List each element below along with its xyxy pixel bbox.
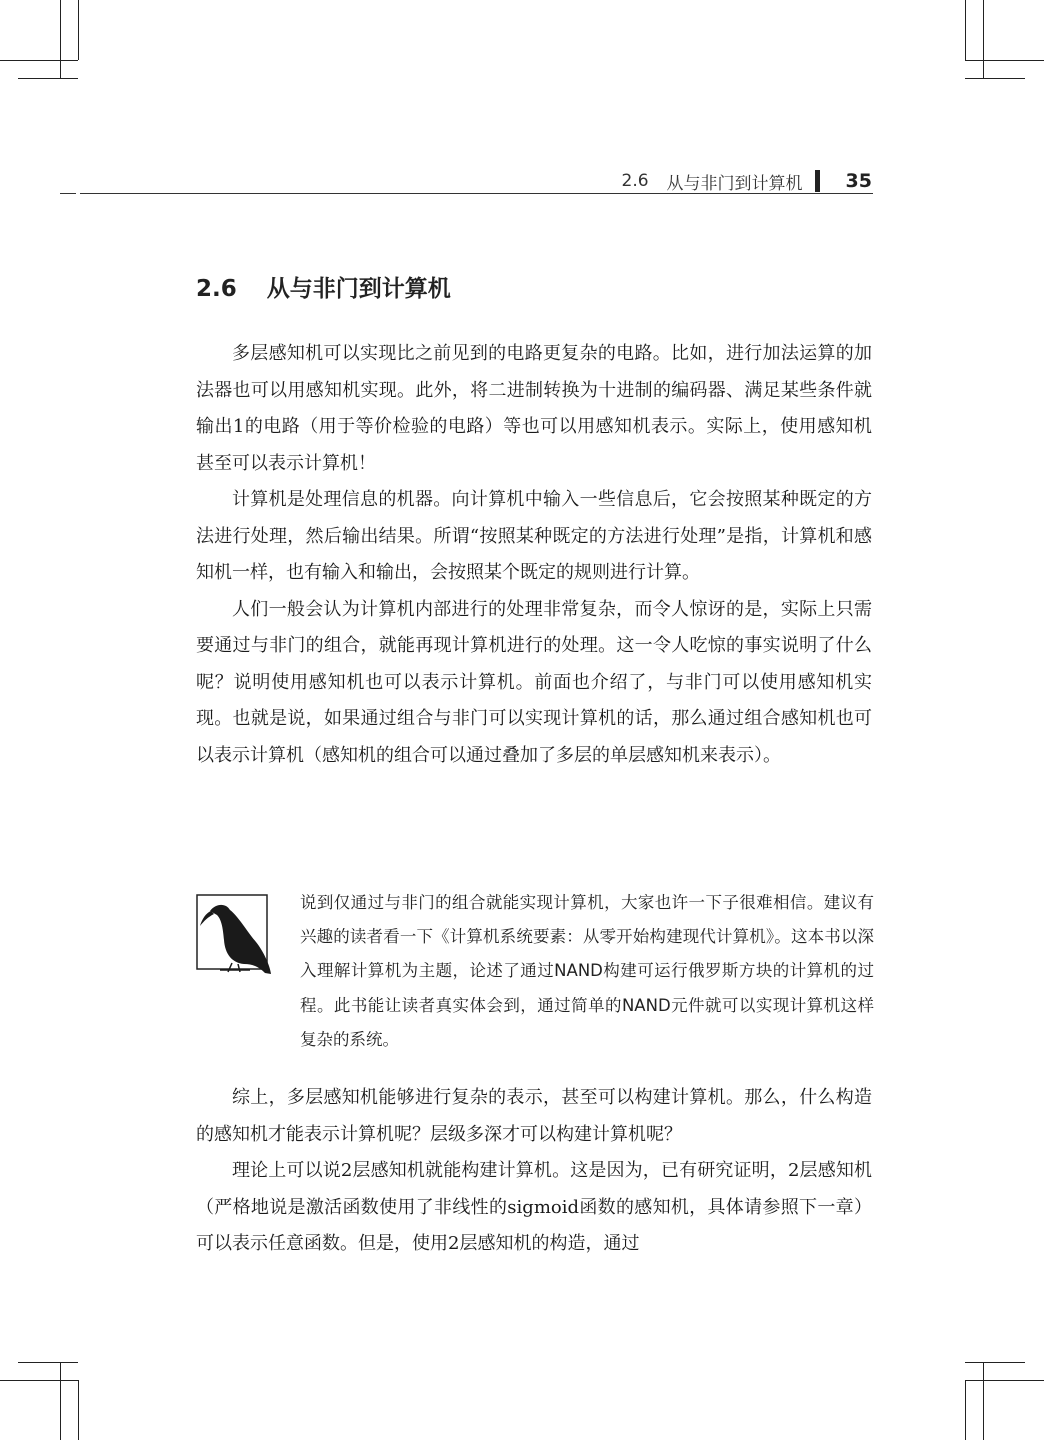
section-title-text: 从与非门到计算机 xyxy=(266,276,451,302)
running-header xyxy=(622,168,873,194)
page-number: 35 xyxy=(845,170,872,192)
crop-mark xyxy=(18,78,78,79)
crop-mark xyxy=(18,1362,78,1363)
crop-mark xyxy=(0,1380,78,1381)
crop-mark xyxy=(965,78,1025,79)
paragraph: 多层感知机可以实现比之前见到的电路更复杂的电路。比如，进行加法运算的加法器也可以用感知机实现。此外，将二进制转换为十进制的编码器、满足某些条件就输出1的电路（用于等价检验的电路）等也可以用感知机表示。实际上，使用感知机甚至可以表示计算机！ xyxy=(196,343,872,474)
bird-icon xyxy=(196,894,272,974)
running-header-section-number: 2.6 xyxy=(621,171,649,191)
crop-mark xyxy=(60,1362,61,1440)
crop-mark xyxy=(965,1362,1025,1363)
running-header-title: 从与非门到计算机 xyxy=(666,173,803,194)
crop-mark xyxy=(78,1380,79,1440)
note-text: 说到仅通过与非门的组合就能实现计算机，大家也许一下子很难相信。建议有兴趣的读者看一下《计算机系统要素：从零开始构建现代计算机》。这本书以深入理解计算机为主题，论述了通过NAND构建可运行俄罗斯方块的计算机的过程。此书能让读者真实体会到，通过简单的NAND元件就可以实现计算机这样复杂的系统。 xyxy=(300,893,874,1049)
paragraph: 综上，多层感知机能够进行复杂的表示，甚至可以构建计算机。那么，什么构造的感知机才能表示计算机呢？层级多深才可以构建计算机呢？ xyxy=(196,1087,872,1145)
running-header-divider xyxy=(815,170,820,192)
section-number: 2.6 xyxy=(196,276,237,302)
section-title xyxy=(196,270,451,303)
crop-mark xyxy=(78,0,79,60)
body-text-block xyxy=(196,1080,872,1263)
crop-mark xyxy=(983,0,984,78)
crop-mark xyxy=(965,0,966,60)
crop-mark xyxy=(965,1380,966,1440)
crop-mark xyxy=(60,0,61,78)
paragraph: 理论上可以说2层感知机就能构建计算机。这是因为，已有研究证明，2层感知机（严格地说是激活函数使用了非线性的sigmoid函数的感知机，具体请参照下一章）可以表示任意函数。但是，使用2层感知机的构造，通过 xyxy=(196,1160,872,1254)
crop-mark xyxy=(965,1380,1044,1381)
header-rule xyxy=(80,193,873,194)
crop-mark xyxy=(0,60,78,61)
paragraph: 计算机是处理信息的机器。向计算机中输入一些信息后，它会按照某种既定的方法进行处理，然后输出结果。所谓“按照某种既定的方法进行处理”是指，计算机和感知机一样，也有输入和输出，会按照某个既定的规则进行计算。 xyxy=(196,489,872,583)
header-rule xyxy=(60,193,76,194)
crop-mark xyxy=(983,1362,984,1440)
note-box xyxy=(196,886,876,1050)
crop-mark xyxy=(965,60,1044,61)
body-text-block xyxy=(196,336,872,774)
paragraph: 人们一般会认为计算机内部进行的处理非常复杂，而令人惊讶的是，实际上只需要通过与非门的组合，就能再现计算机进行的处理。这一令人吃惊的事实说明了什么呢？说明使用感知机也可以表示计算机。前面也介绍了，与非门可以使用感知机实现。也就是说，如果通过组合与非门可以实现计算机的话，那么通过组合感知机也可以表示计算机（感知机的组合可以通过叠加了多层的单层感知机来表示）。 xyxy=(196,598,872,766)
